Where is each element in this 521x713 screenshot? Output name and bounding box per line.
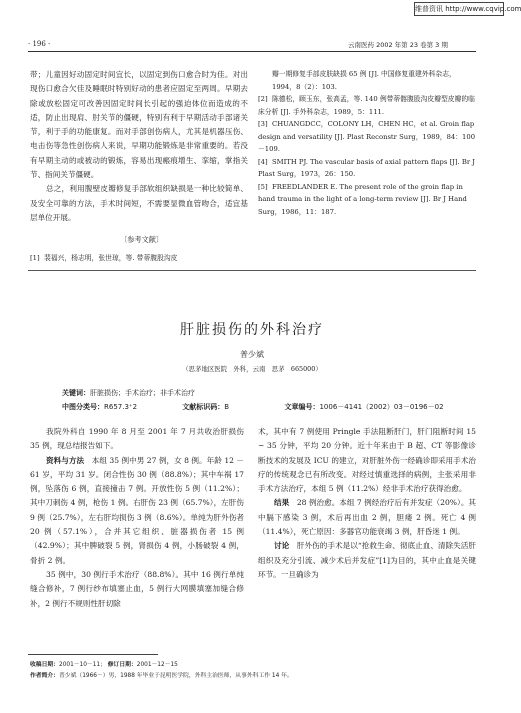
received-date: 2001－10－11； xyxy=(59,662,106,668)
paragraph-text: 术，其中有 7 例使用 Pringle 手法阻断肝门，肝门阻断时间 15 ~ 35 分钟，平均 20 分钟。近十年来由于 B 超、CT 等影像诊断技术的发展及 ICU 的建立，对肝脏外伤一经确诊即采用手术治疗的传统观念已有所改变。对经过慎重选择的病例，主张采用非手术方法治疗，本组 5 例（11.2%）经非手术治疗获得治愈。 xyxy=(258,427,476,494)
section-heading: 资料与方法 xyxy=(46,455,85,465)
section-heading: 讨论 xyxy=(274,541,290,551)
article-body-right-column xyxy=(258,425,476,582)
doc-code-label: 文献标识码： xyxy=(182,403,225,411)
header-rule xyxy=(28,51,476,52)
article-affiliation: （思茅地区医院 外科，云南 思茅 665000） xyxy=(182,365,322,373)
keywords-value: 肝脏损伤；手术治疗；非手术治疗 xyxy=(90,389,195,397)
reference-number: [5] xyxy=(258,182,268,191)
clc-value: R657.3⁺2 xyxy=(104,403,138,411)
article-body-left-column xyxy=(30,425,244,611)
reference-item xyxy=(258,68,476,93)
paragraph-text: 35 例中，30 例行手术治疗（88.8%）。其中 16 例行单纯缝合修补，7 例行纱布填塞止血，5 例行大网膜填塞加缝合修补，2 例行不规则性肝切除 xyxy=(30,569,244,608)
reference-text: 瓣一期修复手部皮肤缺损 65 例 [J]. 中国修复重建外科杂志，1994，8（2）：103. xyxy=(272,70,456,91)
paragraph: 带；儿童因好动固定时间宜长，以固定到伤口愈合时为佳。对出现伤口愈合欠佳及睡眠时特别好动的患者应固定至两周。早期去除或放松固定可改善因固定时间长引起的强迫体位而造成的不适，防止出现肩、肘关节的僵硬，特别有利于早期活动手部诸关节，利于手的功能康复。而对手部创伤病人，尤其是机器压伤、电击伤等急性创伤病人来说，早期功能锻炼是非常重要的。若没有早期主动的或被动的锻炼，容易出现瘢痕增生、挛缩，掌指关节、指间关节僵硬。 xyxy=(30,70,248,180)
page-number: · 196 · xyxy=(28,40,51,48)
reference-text: 陈德松，顾玉东，张高孟，等. 140 例带蒂髂腹股沟皮瓣型皮瓣的临床分析 [J]. 手外科杂志，1989，5：111. xyxy=(258,95,475,116)
paragraph-text: 肝外伤的手术是以“抢救生命、彻底止血、清除失活肝组织及充分引流、减少术后并发症”[1]为目的，其中止血是关键环节。一旦确诊为 xyxy=(258,541,477,579)
reference-list-right xyxy=(258,68,476,218)
paragraph xyxy=(30,425,244,454)
reference-item xyxy=(258,181,476,219)
bio-label: 作者简介： xyxy=(30,673,59,679)
paragraph-text: 我院外科自 1990 年 8 月至 2001 年 7 月共收治肝损伤 35 例，现总结报告如下。 xyxy=(30,427,244,451)
reference-item xyxy=(30,252,248,265)
paragraph xyxy=(258,425,476,496)
clc-label: 中图分类号： xyxy=(62,403,104,411)
reference-list-left xyxy=(30,252,248,265)
paragraph-text: 本组 35 例中男 27 例，女 8 例。年龄 12 － 61 岁，平均 31 岁。闭合性伤 30 例（88.8%）；其中车祸 17 例，坠落伤 6 例，直接撞击 7 例。开放性伤 5 例（11.2%）；其中刀刺伤 4 例，枪伤 1 例。右肝伤 23 例（65.7%），左肝伤 9 例（25.7%），左右肝均损伤 3 例（8.6%）。单纯为肝外伤者 20 例（57.1%），合并其它组织、脏器损伤者 15 例（42.9%）；其中脾破裂 5 例，肾损伤 4 例，小肠破裂 4 例，骨折 2 例。 xyxy=(30,455,245,565)
article-title: 肝脏损伤的外科治疗 xyxy=(180,322,324,338)
section-heading: 结果 xyxy=(274,498,290,508)
paragraph xyxy=(258,496,476,539)
watermark: 维普资讯 http://www.cqvip.com xyxy=(414,2,504,16)
reference-number: [3] xyxy=(258,120,268,128)
bio-text: 普少斌（1966－）男，1988 年毕业于昆明医学院，外科主治医师，从事外科工作 14 年。 xyxy=(59,673,293,679)
footnote-rule xyxy=(28,654,158,655)
keywords-line xyxy=(62,388,195,398)
reference-text: FREEDLANDER E. The present role of the groin flap in hand trauma in the light of a long-term review [J]. Br J Hand Surg，1986，11：187. xyxy=(258,182,467,216)
reference-number: [4] xyxy=(258,157,268,166)
classification-line xyxy=(62,402,452,412)
references-heading: 〔参考文献〕 xyxy=(120,235,164,244)
reference-item xyxy=(258,156,476,181)
article-author: 普少斌 xyxy=(240,350,264,359)
article-number-value: 1006－4141（2002）03－0196－02 xyxy=(319,403,444,411)
reference-item xyxy=(258,118,476,156)
reference-number: [2] xyxy=(258,95,268,103)
paragraph-text: 28 例治愈。本组 7 例经治疗后有并发症（20%）。其中膈下感染 3 例，术后再出血 2 例，胆瘘 2 例。死亡 4 例（11.4%），死亡原因：多器官功能衰竭 3 例，肝昏迷 1 例。 xyxy=(258,498,477,537)
journal-header: 云南医药 2002 年第 23 卷第 3 期 xyxy=(348,41,448,49)
keywords-label: 关键词： xyxy=(62,389,90,397)
footnote-bio xyxy=(30,671,480,682)
reference-text: CHUANGDCC，COLONY LH，CHEN HC，et al. Groin flap design and versatility [J]. Plast Reconstr Surg，1989，84：100－109. xyxy=(258,120,476,153)
doc-code-value: B xyxy=(224,403,230,411)
footnote-dates xyxy=(30,660,480,671)
reference-number: [1] xyxy=(30,254,40,262)
received-label: 收稿日期： xyxy=(30,662,59,668)
revised-label: 修订日期： xyxy=(107,662,137,668)
previous-article-left-column xyxy=(30,68,248,225)
reference-text: 裴福兴，杨志明，张世琼，等. 带蒂腹股沟皮 xyxy=(44,254,178,262)
reference-text: SMITH PJ. The vascular basis of axial pattern flaps [J]. Br J Plast Surg，1973，26：150. xyxy=(258,157,475,178)
footnote xyxy=(30,660,480,682)
section-divider xyxy=(28,270,476,271)
article-number-label: 文章编号： xyxy=(284,403,320,411)
paragraph xyxy=(30,454,244,568)
revised-date: 2001－12－15 xyxy=(136,662,178,668)
paragraph xyxy=(258,539,476,582)
reference-item xyxy=(258,93,476,118)
paragraph xyxy=(30,568,244,611)
paragraph: 总之，利用腹壁皮瓣修复手部软组织缺损是一种比较简单、及安全可靠的方法，手术时间短，不需要显微血管吻合，适宜基层单位开展。 xyxy=(30,184,248,222)
